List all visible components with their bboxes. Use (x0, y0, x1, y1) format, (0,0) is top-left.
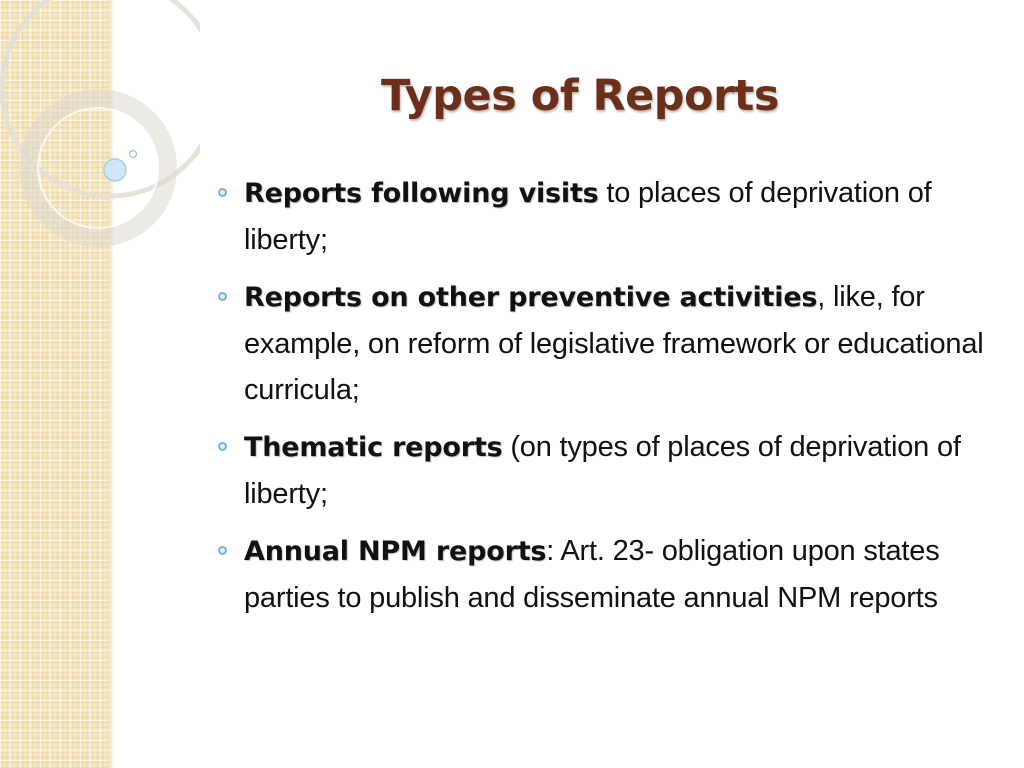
decor-ring-small (28, 98, 168, 238)
bullet-item (216, 274, 1006, 413)
decor-dot-small (130, 151, 137, 158)
bullet-circle-icon (218, 546, 227, 555)
bullet-text: (on types of places of deprivation of liberty; (244, 431, 961, 510)
decorative-circles (0, 0, 200, 300)
bullet-text: : Art. 23- obligation upon states parties to publish and disseminate annual NPM reports (244, 535, 940, 614)
bullet-heading: Thematic reports (244, 432, 503, 463)
decor-ring-small-inner (38, 108, 158, 228)
bullet-heading: Reports following visits (244, 178, 599, 209)
bullet-circle-icon (218, 442, 227, 451)
bullet-heading: Reports on other preventive activities (244, 282, 818, 313)
bullet-text: to places of deprivation of liberty; (244, 177, 932, 256)
bullet-heading: Annual NPM reports (244, 536, 547, 567)
bullet-list (216, 170, 1006, 632)
decor-dot-large (104, 159, 126, 181)
bullet-text: , like, for example, on reform of legislative framework or educational curricula; (244, 281, 984, 406)
bullet-item (216, 170, 1006, 263)
bullet-circle-icon (218, 188, 227, 197)
slide-title: Types of Reports (381, 71, 779, 121)
bullet-circle-icon (218, 292, 227, 301)
bullet-item (216, 528, 1006, 621)
bullet-item (216, 424, 1006, 517)
